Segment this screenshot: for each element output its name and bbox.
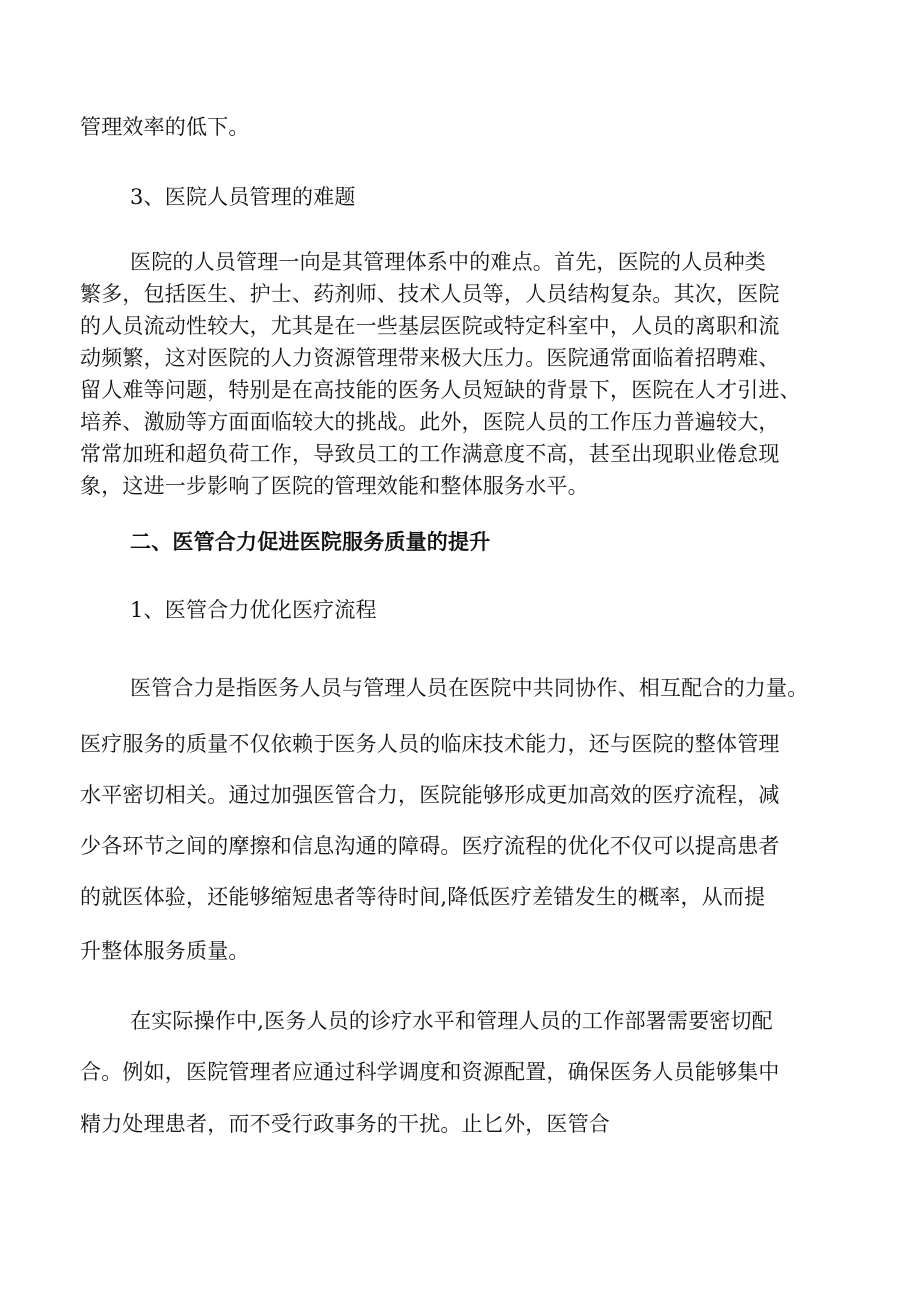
section-3-heading: 3、医院人员管理的难题	[130, 185, 356, 209]
para-synergy-line: 水平密切相关。通过加强医管合力，医院能够形成更加高效的医疗流程，减	[80, 783, 780, 807]
para-synergy-line: 升整体服务质量。	[80, 939, 250, 963]
section-1-heading: 1、医管合力优化医疗流程	[130, 598, 377, 622]
continuation-line: 管理效率的低下。	[80, 115, 250, 139]
chapter-2-heading: 二、医管合力促进医院服务质量的提升	[130, 529, 491, 554]
para-staff-line: 培养、激励等方面面临较大的挑战。此外，医院人员的工作压力普遍较大，	[80, 410, 780, 434]
para-staff-line: 繁多，包括医生、护士、药剂师、技术人员等，人员结构复杂。其次，医院	[80, 282, 780, 306]
para-staff-line: 医院的人员管理一向是其管理体系中的难点。首先，医院的人员种类	[130, 250, 766, 274]
para-staff-line: 常常加班和超负荷工作，导致员工的工作满意度不高，甚至出现职业倦怠现	[80, 442, 780, 466]
para-staff-line: 的人员流动性较大，尤其是在一些基层医院或特定科室中，人员的离职和流	[80, 314, 780, 338]
para-practice-line: 在实际操作中,医务人员的诊疗水平和管理人员的工作部署需要密切配	[130, 1009, 773, 1033]
para-synergy-line: 的就医体验，还能够缩短患者等待时间,降低医疗差错发生的概率，从而提	[80, 885, 766, 909]
para-staff-line: 象，这进一步影响了医院的管理效能和整体服务水平。	[80, 474, 589, 498]
para-synergy-line: 医管合力是指医务人员与管理人员在医院中共同协作、相互配合的力量。	[130, 676, 809, 700]
para-staff-line: 动频繁，这对医院的人力资源管理带来极大压力。医院通常面临着招聘难、	[80, 346, 780, 370]
para-synergy-line: 医疗服务的质量不仅依赖于医务人员的临床技术能力，还与医院的整体管理	[80, 732, 780, 756]
para-synergy-line: 少各环节之间的摩擦和信息沟通的障碍。医疗流程的优化不仅可以提高患者	[80, 834, 780, 858]
para-practice-line: 精力处理患者，而不受行政事务的干扰。止匕外，医管合	[80, 1112, 610, 1136]
para-practice-line: 合。例如，医院管理者应通过科学调度和资源配置，确保医务人员能够集中	[80, 1060, 780, 1084]
para-staff-line: 留人难等问题，特别是在高技能的医务人员短缺的背景下，医院在人才引进、	[80, 378, 801, 402]
